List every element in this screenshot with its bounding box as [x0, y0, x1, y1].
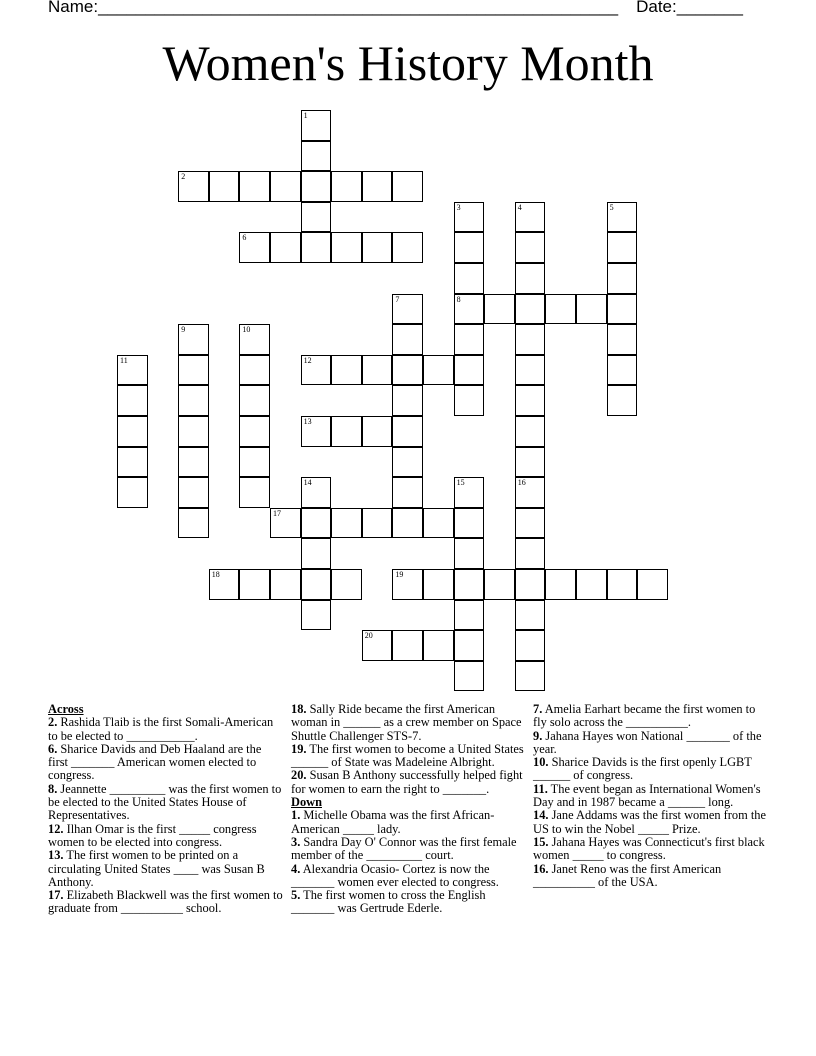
grid-cell[interactable] [331, 416, 362, 447]
grid-cell[interactable] [209, 569, 240, 600]
grid-cell[interactable] [239, 416, 270, 447]
grid-cell[interactable] [301, 600, 332, 631]
grid-cell[interactable] [484, 294, 515, 325]
grid-cell[interactable] [239, 171, 270, 202]
grid-cell[interactable] [423, 569, 454, 600]
grid-cell[interactable] [270, 171, 301, 202]
grid-cell[interactable] [270, 232, 301, 263]
grid-cell[interactable] [515, 477, 546, 508]
grid-cell[interactable] [362, 232, 393, 263]
grid-cell[interactable] [607, 294, 638, 325]
grid-cell[interactable] [484, 569, 515, 600]
grid-cell[interactable] [178, 477, 209, 508]
clue-number: 13 [303, 417, 312, 426]
grid-cell[interactable] [454, 630, 485, 661]
grid-cell[interactable] [607, 569, 638, 600]
grid-cell[interactable] [270, 569, 301, 600]
grid-cell[interactable] [515, 202, 546, 233]
clue-number: 4 [517, 202, 522, 212]
grid-cell[interactable] [117, 416, 148, 447]
grid-cell[interactable] [301, 355, 332, 386]
grid-cell[interactable] [454, 263, 485, 294]
grid-cell[interactable] [515, 630, 546, 661]
clue-down-15: 15. Jahana Hayes was Connecticut's first black women _____ to congress. [533, 834, 765, 863]
grid-cell[interactable] [239, 385, 270, 416]
clue-number: 15 [456, 478, 465, 488]
date-label: Date: [636, 0, 677, 16]
clue-number: 17 [273, 508, 281, 518]
grid-cell[interactable] [515, 600, 546, 631]
grid-cell[interactable] [392, 232, 423, 263]
clue-down-3: 3. Sandra Day O' Connor was the first female member of the _________ court. [291, 834, 517, 863]
grid-cell[interactable] [392, 355, 423, 386]
grid-cell[interactable] [515, 661, 546, 692]
grid-cell[interactable] [423, 355, 454, 386]
grid-cell[interactable] [392, 385, 423, 416]
clue-down-14: 14. Jane Addams was the first women from the US to win the Nobel _____ Prize. [533, 808, 766, 836]
grid-cell[interactable] [454, 232, 485, 263]
grid-cell[interactable] [423, 508, 454, 539]
grid-cell[interactable] [607, 263, 638, 294]
clue-number: 3 [456, 202, 461, 212]
clue-down-5: 5. The first women to cross the English _______ was Gertrude Ederle. [291, 888, 486, 916]
clue-number: 10 [242, 325, 251, 335]
grid-cell[interactable] [301, 569, 332, 600]
grid-cell[interactable] [301, 508, 332, 539]
grid-cell[interactable] [301, 538, 332, 569]
clue-number: 14 [303, 478, 312, 488]
clue-across-17: 17. Elizabeth Blackwell was the first women to graduate from __________ school. [48, 888, 283, 916]
clue-number: 11 [120, 355, 128, 365]
grid-cell[interactable] [454, 661, 485, 692]
grid-cell[interactable] [270, 508, 301, 539]
clue-across-13: 13. The first women to be printed on a circulating United States ____ was Susan B Anthony. [48, 848, 265, 889]
clue-down-10: 10. Sharice Davids is the first openly LGBT ______ of congress. [533, 755, 752, 783]
grid-cell[interactable] [515, 416, 546, 447]
grid-cell[interactable] [607, 232, 638, 263]
grid-cell[interactable] [515, 355, 546, 386]
grid-cell[interactable] [515, 538, 546, 569]
grid-cell[interactable] [515, 324, 546, 355]
grid-cell[interactable] [178, 416, 209, 447]
grid-cell[interactable] [178, 508, 209, 539]
grid-cell[interactable] [209, 171, 240, 202]
clue-across-20: 20. Susan B Anthony successfully helped fight for women to earn the right to _______. [291, 768, 523, 796]
grid-cell[interactable] [392, 477, 423, 508]
grid-cell[interactable] [454, 385, 485, 416]
clue-number: 12 [303, 355, 312, 365]
grid-cell[interactable] [362, 355, 393, 386]
clue-across-8: 8. Jeannette _________ was the first women to be elected to the United States House of Representatives. [48, 781, 282, 823]
grid-cell[interactable] [362, 171, 393, 202]
clues-column-2 [291, 703, 524, 916]
clue-down-9: 9. Jahana Hayes won National _______ of the year. [533, 728, 762, 756]
grid-cell[interactable] [178, 171, 209, 202]
grid-cell[interactable] [117, 447, 148, 478]
grid-cell[interactable] [607, 385, 638, 416]
grid-cell[interactable] [239, 324, 270, 355]
grid-cell[interactable] [392, 416, 423, 447]
clue-down-16: 16. Janet Reno was the first American __________ of the USA. [533, 861, 722, 889]
clue-number: 6 [242, 233, 247, 243]
clue-number: 5 [609, 202, 614, 212]
grid-cell[interactable] [301, 141, 332, 172]
grid-cell[interactable] [607, 202, 638, 233]
name-field[interactable]: _______________________________________________________ [98, 0, 619, 16]
grid-cell[interactable] [545, 569, 576, 600]
grid-cell[interactable] [392, 508, 423, 539]
clue-number: 2 [181, 172, 186, 182]
grid-cell[interactable] [178, 324, 209, 355]
down-heading: Down [291, 795, 322, 810]
grid-cell[interactable] [239, 569, 270, 600]
grid-cell[interactable] [392, 569, 423, 600]
grid-cell[interactable] [454, 355, 485, 386]
grid-cell[interactable] [454, 600, 485, 631]
grid-cell[interactable] [515, 508, 546, 539]
grid-cell[interactable] [454, 569, 485, 600]
clue-number: 1 [303, 111, 308, 120]
clue-number: 7 [395, 294, 400, 304]
clue-across-18: 18. Sally Ride became the first American woman in ______ as a crew member on Space Shuttle Challenger STS-7. [291, 702, 522, 743]
grid-cell[interactable] [331, 355, 362, 386]
grid-cell[interactable] [576, 294, 607, 325]
grid-cell[interactable] [392, 294, 423, 325]
clue-down-7: 7. Amelia Earhart became the first women to fly solo across the __________. [533, 702, 756, 730]
grid-cell[interactable] [362, 508, 393, 539]
grid-cell[interactable] [239, 355, 270, 386]
grid-cell[interactable] [178, 355, 209, 386]
clue-down-1: 1. Michelle Obama was the first African-American _____ lady. [291, 808, 495, 836]
grid-cell[interactable] [362, 630, 393, 661]
clues-column-3 [533, 703, 768, 889]
across-heading: Across [48, 702, 84, 716]
clue-across-6: 6. Sharice Davids and Deb Haaland are the first _______ American women elected to congress. [48, 741, 262, 783]
grid-cell[interactable] [301, 477, 332, 508]
grid-cell[interactable] [301, 110, 332, 141]
grid-cell[interactable] [178, 385, 209, 416]
clue-down-11: 11. The event began as International Women's Day and in 1987 became a ______ long. [533, 781, 761, 810]
grid-cell[interactable] [515, 447, 546, 478]
grid-cell[interactable] [239, 447, 270, 478]
page-title: Women's History Month [162, 35, 654, 91]
grid-cell[interactable] [423, 630, 454, 661]
grid-cell[interactable] [454, 324, 485, 355]
grid-cell[interactable] [576, 569, 607, 600]
grid-cell[interactable] [607, 324, 638, 355]
grid-cell[interactable] [331, 569, 362, 600]
grid-cell[interactable] [392, 324, 423, 355]
grid-cell[interactable] [454, 477, 485, 508]
grid-cell[interactable] [362, 416, 393, 447]
grid-cell[interactable] [331, 171, 362, 202]
grid-cell[interactable] [454, 294, 485, 325]
grid-cell[interactable] [301, 416, 332, 447]
date-field[interactable]: _______ [676, 0, 743, 16]
clue-number: 9 [181, 325, 186, 335]
clue-across-19: 19. The first women to become a United States ______ of State was Madeleine Albright. [291, 741, 524, 770]
grid-cell[interactable] [607, 355, 638, 386]
grid-cell[interactable] [515, 569, 546, 600]
grid-cell[interactable] [117, 385, 148, 416]
grid-cell[interactable] [545, 294, 576, 325]
grid-cell[interactable] [239, 477, 270, 508]
name-label: Name: [48, 0, 99, 16]
grid-cell[interactable] [454, 538, 485, 569]
grid-cell[interactable] [454, 202, 485, 233]
grid-cell[interactable] [515, 263, 546, 294]
clue-across-12: 12. Ilhan Omar is the first _____ congress women to be elected into congress. [48, 821, 257, 849]
grid-cell[interactable] [301, 202, 332, 233]
grid-cell[interactable] [392, 630, 423, 661]
clue-number: 20 [364, 631, 373, 641]
clue-number: 8 [456, 294, 461, 304]
grid-cell[interactable] [515, 232, 546, 263]
grid-cell[interactable] [637, 569, 668, 600]
grid-cell[interactable] [301, 171, 332, 202]
grid-cell[interactable] [117, 355, 148, 386]
clue-number: 19 [395, 570, 404, 579]
clue-number: 16 [517, 478, 526, 488]
clue-across-2: 2. Rashida Tlaib is the first Somali-American to be elected to ___________. [48, 715, 274, 743]
grid-cell[interactable] [454, 508, 485, 539]
clue-down-4: 4. Alexandria Ocasio- Cortez is now the _______ women ever elected to congress. [291, 861, 499, 889]
grid-cell[interactable] [515, 385, 546, 416]
clue-number: 18 [211, 570, 220, 579]
grid-cell[interactable] [392, 447, 423, 478]
grid-cell[interactable] [239, 232, 270, 263]
grid-cell[interactable] [117, 477, 148, 508]
grid-cell[interactable] [331, 232, 362, 263]
grid-cell[interactable] [331, 508, 362, 539]
grid-cell[interactable] [301, 232, 332, 263]
grid-cell[interactable] [392, 171, 423, 202]
clues-column-1 [48, 703, 283, 916]
grid-cell[interactable] [515, 294, 546, 325]
grid-cell[interactable] [178, 447, 209, 478]
